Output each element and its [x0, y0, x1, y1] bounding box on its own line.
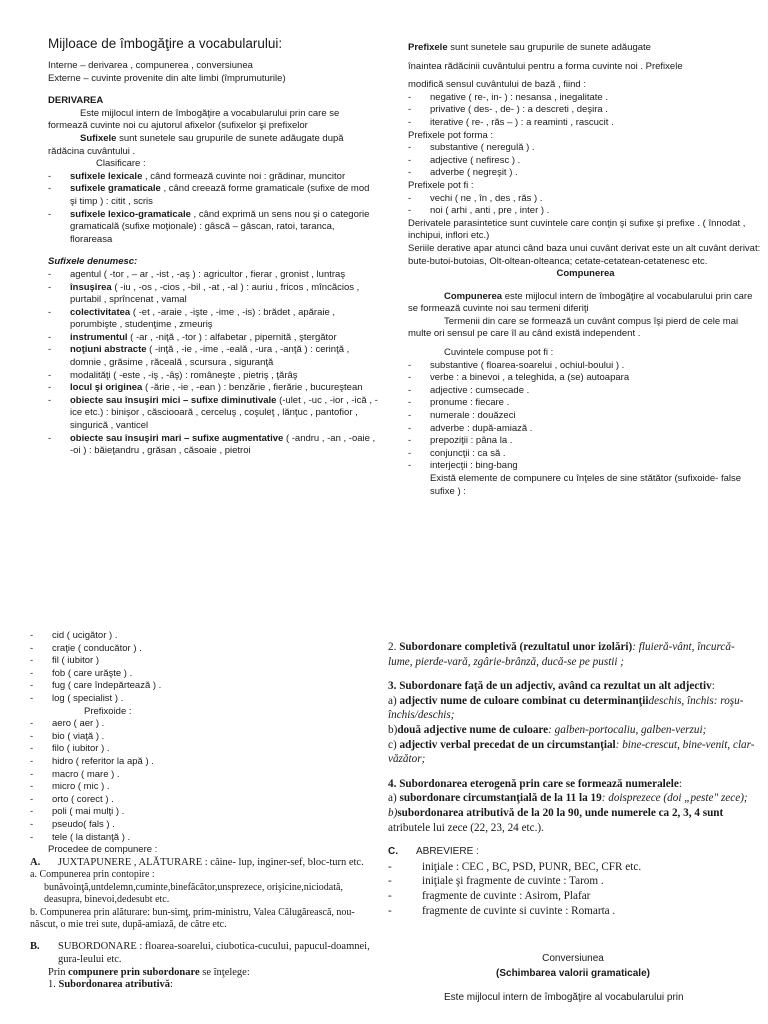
- list-item: - agentul ( -tor , – ar , -ist , -aş ) : agricultor , fierar , gronist , luntraş: [48, 269, 378, 282]
- paragraph-3b: b)două adjective nume de culoare: galben-portocaliu, galben-verzui;: [388, 723, 707, 736]
- list-item: - cid ( ucigător ) .: [30, 630, 375, 643]
- list-item: - sufixele lexicale , când formează cuvinte noi : grădinar, muncitor: [48, 171, 378, 184]
- list-item: - adjective ( nefiresc ) .: [408, 155, 763, 168]
- paragraph-prin-compunere: Prin compunere prin subordonare se înţelege:: [48, 966, 250, 978]
- heading-subordonare-eterogena: 4. Subordonarea eterogenă prin care se formează numeralele:: [388, 777, 682, 790]
- list-item: - craţie ( conducător ) .: [30, 643, 375, 656]
- paragraph-termenii: Termenii din care se formează un cuvânt compus îşi pierd de cele mai multe ori sensul pe care îl au când există independent .: [408, 315, 739, 340]
- paragraph-exista: Există elemente de compunere cu înţeles de sine stătător (sufixoide- false sufixe ) :: [430, 473, 742, 497]
- list-item: - adverbe ( negreşit ) .: [408, 167, 763, 180]
- list-item: - pronume : fiecare .: [408, 397, 763, 410]
- column-bottom-left: [30, 630, 375, 992]
- column-top-right: [408, 42, 763, 498]
- section-b-subordonare: B. SUBORDONARE : floarea-soarelui, ciubotica-cucului, papucul-doamnei, gura-leului etc.: [30, 941, 370, 965]
- column-bottom-right: [388, 640, 758, 1006]
- section-heading-conversiunea: Conversiunea: [542, 953, 604, 965]
- heading-subordonare-adjectiv: 3. Subordonare faţă de un adjectiv, având ca rezultat un alt adjectiv:: [388, 680, 715, 693]
- list-item: - bio ( viaţă ) .: [30, 731, 375, 744]
- list-item: - sufixele gramaticale , când creează forme gramaticale (sufixe de mod şi timp ) : citit , scris: [48, 183, 378, 208]
- label-pot-forma: Prefixele pot forma :: [408, 129, 494, 141]
- compunere-contopire-text: bunăvoinţă,untdelemn,cuminte,binefăcător,unsprezece, orişicine,niciodată, deasupra, binevoi,dedesubt etc.: [44, 881, 343, 906]
- list-item: - fragmente de cuvinte : Asirom, Plafar: [388, 889, 758, 904]
- list-item: - obiecte sau însuşiri mari – sufixe augmentative ( -andru , -an , -oaie , -oi ) : băieţandru , grăsan , căsoaie , pietroi: [48, 433, 378, 458]
- list-item: - locul şi originea ( -ărie , -ie , -ean ) : benzărie , fierărie , bucureştean: [48, 382, 378, 395]
- label-procedee: Procedee de compunere :: [48, 844, 158, 856]
- paragraph-compunerea-def: Compunerea este mijlocul intern de îmbogăţire al vocabularului prin care se formează cuvinte noi sau termeni diferiţi: [408, 290, 753, 315]
- label-cuvintele-compuse: Cuvintele compuse pot fi :: [444, 347, 554, 359]
- list-item: - log ( specialist ) .: [30, 693, 375, 706]
- list-item: - poli ( mai mulţi ) .: [30, 806, 375, 819]
- list-item: - pseudo( fals ) .: [30, 819, 375, 832]
- list-item: - iniţiale : CEC , BC, PSD, PUNR, BEC, CFR etc.: [388, 860, 758, 875]
- paragraph-4a: a) subordonare circumstanţială de la 11 la 19: doisprezece (doi „peste" zece);: [388, 792, 748, 805]
- document-title: Mijloace de îmbogăţire a vocabularului:: [48, 36, 283, 51]
- list-item: - hidro ( referitor la apă ) .: [30, 756, 375, 769]
- list-item: - instrumentul ( -ar , -niţă , -tor ) : alfabetar , pipernită , ştergător: [48, 332, 378, 345]
- list-item: - noi ( arhi , anti , pre , inter ) .: [408, 205, 763, 218]
- list-item: - interjecţii : bing-bang: [408, 460, 763, 473]
- list-item: - prepoziţii : pâna la .: [408, 435, 763, 448]
- list-item: - însuşirea ( -iu , -os , -cios , -bil , -at , -al ) : auriu , fricos , mîncăcios , purtabil , sprîncenat , vamal: [48, 282, 378, 307]
- list-item: - obiecte sau însuşiri mici – sufixe diminutivale (-ulet , -uc , -ior , -ică , -ice etc.) : binişor , căsciooară , cerceluş , coşuleţ , lănţuc , pantofior , singurică , vanticel: [48, 395, 378, 433]
- clasificare-label: Clasificare :: [96, 158, 146, 170]
- intro-line: Externe – cuvinte provenite din alte limbi (împrumuturile): [48, 72, 286, 84]
- section-heading-compunerea: Compunerea: [556, 268, 615, 280]
- paragraph-parasintetice: Derivatele parasintetice sunt cuvintele care conţin şi sufixe şi prefixe . ( înnodat , inchipui, inflori etc.): [408, 217, 746, 242]
- label-prefixoide: Prefixoide :: [84, 705, 132, 717]
- list-denumesc: [48, 269, 378, 458]
- paragraph-subordonare-completiva: 2. Subordonare completivă (rezultatul unor izolări): fluieră-vânt, încurcă-lume, pierde-vară, zgârie-brânză, ducă-se pe pustii ;: [388, 641, 735, 668]
- subheading-schimbarea: (Schimbarea valorii gramaticale): [496, 967, 650, 979]
- paragraph-sufixele: Sufixele sunt sunetele sau grupurile de sunete adăugate după rădăcina cuvântului .: [48, 132, 344, 157]
- list-item: - substantive ( floarea-soarelui , ochiul-boului ) .: [408, 360, 763, 373]
- paragraph-conversiunea-def: Este mijlocul intern de îmbogăţire al vocabularului prin: [444, 992, 684, 1004]
- list-item: - adjective : cumsecade .: [408, 385, 763, 398]
- list-item: - verbe : a binevoi , a teleghida, a (se) autoapara: [408, 372, 763, 385]
- paragraph-subordonarea-atributiva: 1. Subordonarea atributivă:: [48, 979, 173, 991]
- paragraph-line: înaintea rădăcinii cuvântului pentru a forma cuvinte noi . Prefixele: [408, 60, 683, 72]
- column-top-left: [48, 36, 378, 458]
- list-item: - orto ( corect ) .: [30, 794, 375, 807]
- paragraph-derivarea-def: Este mijlocul intern de îmbogăţire a vocabularului prin care se formează cuvinte noi cu ajutorul afixelor (sufixelor şi prefixelor: [48, 107, 340, 132]
- paragraph-prefixele: Prefixele sunt sunetele sau grupurile de sunete adăugate: [408, 42, 651, 53]
- intro-line: Interne – derivarea , compunerea , conversiunea: [48, 60, 253, 71]
- list-item: - filo ( iubitor ) .: [30, 743, 375, 756]
- heading-sufixele-denumesc: Sufixele denumesc:: [48, 256, 138, 268]
- list-item: - adverbe : după-amiază .: [408, 423, 763, 436]
- list-item: - negative ( re-, in- ) : nesansa , inegalitate .: [408, 92, 763, 105]
- list-item: - modalităţi ( -este , -iş , -âş) : româneşte , pietriş , ţărâş: [48, 370, 378, 383]
- list-item: - tele ( la distanţă ) .: [30, 832, 375, 845]
- paragraph-seriile: Seriile derative apar atunci când baza unui cuvânt derivat este un alt cuvânt derivat: bute-butoi-butoias, Olt-oltean-olteanca; cetate-cetatean-cetatenesc etc.: [408, 242, 761, 267]
- paragraph-4b: b)subordonarea atributivă de la 20 la 90, unde numerele ca 2, 3, 4 sunt atributele lui zece (22, 23, 24 etc.).: [388, 806, 724, 834]
- list-item: - micro ( mic ) .: [30, 781, 375, 794]
- section-heading-derivarea: DERIVAREA: [48, 95, 104, 107]
- compunere-alaturare: b. Compunerea prin alăturare: bun-simţ, prim-ministru, Valea Călugărească, nou-născut, o mie trei sute, după-amiază, de către etc.: [30, 906, 355, 930]
- section-a-juxtapunere: A. JUXTAPUNERE , ALĂTURARE : câine- lup, inginer-sef, bloc-turn etc.: [30, 856, 364, 868]
- paragraph-3c: c) adjectiv verbal precedat de un circumstanţial: bine-crescut, bine-venit, clar-văzător;: [388, 738, 755, 766]
- list-item: - macro ( mare ) .: [30, 769, 375, 782]
- section-c-abreviere: C. ABREVIERE :: [388, 846, 479, 858]
- compunere-contopire-label: a. Compunerea prin contopire :: [30, 869, 155, 881]
- list-suffix-types: [48, 171, 378, 247]
- list-item: - aero ( aer ) .: [30, 718, 375, 731]
- list-item: - privative ( des- , de- ) : a descreti , deşira .: [408, 104, 763, 117]
- list-item: - fug ( care îndepărtează ) .: [30, 680, 375, 693]
- paragraph-3a: a) adjectiv nume de culoare combinat cu determinanţiideschis, închis: roşu-închis/deschis;: [388, 694, 744, 722]
- label-pot-fi: Prefixele pot fi :: [408, 179, 474, 191]
- list-item: - sufixele lexico-gramaticale , când exprimă un sens nou şi o categorie gramaticală (sufixe moţionale) : gâscă – gâscan, ratoi, taranca, florareasa: [48, 209, 378, 247]
- list-item: - vechi ( ne , în , des , răs ) .: [408, 193, 763, 206]
- list-item: - noţiuni abstracte ( -inţă , -ie , -ime , -eală , -ura , -anţă ) : cerinţă , domnie , grăsime , răceală , scursura , siguranţă: [48, 344, 378, 369]
- list-item: - conjuncţii : ca să .: [408, 448, 763, 461]
- list-item: - numerale : douăzeci: [408, 410, 763, 423]
- list-item: - colectivitatea ( -et , -araie , -işte , -ime , -is) : brădet , apăraie , porumbişte , studenţime , zmeuriş: [48, 307, 378, 332]
- paragraph-line: modifică sensul cuvântului de bază , fiind :: [408, 79, 586, 91]
- list-item: - substantive ( neregulă ) .: [408, 142, 763, 155]
- list-item: - fob ( care urăşte ) .: [30, 668, 375, 681]
- list-item: - fragmente de cuvinte si cuvinte : Romarta .: [388, 904, 758, 919]
- list-item: - iniţiale şi fragmente de cuvinte : Tarom .: [388, 874, 758, 889]
- list-item: - fil ( iubitor ): [30, 655, 375, 668]
- list-item: - iterative ( re- , răs – ) : a reaminti , rascucit .: [408, 117, 763, 130]
